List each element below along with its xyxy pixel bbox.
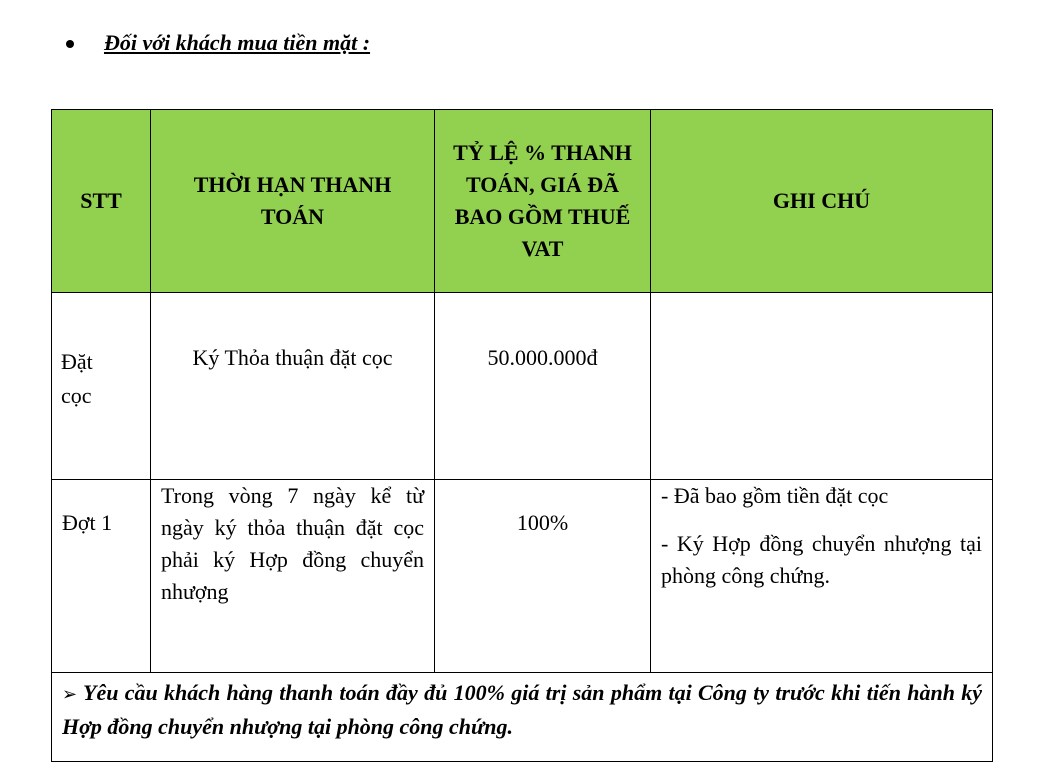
cell-notes <box>651 480 993 673</box>
footnote-row <box>52 673 993 762</box>
cell-notes <box>651 293 993 480</box>
cell-ratio: 100% <box>435 480 651 673</box>
cell-term: Ký Thỏa thuận đặt cọc <box>151 293 435 480</box>
table-row <box>52 480 993 673</box>
payment-schedule-table <box>51 109 993 762</box>
cell-term: Trong vòng 7 ngày kể từ ngày ký thỏa thuận đặt cọc phải ký Hợp đồng chuyển nhượng <box>151 480 435 673</box>
table-row <box>52 293 993 480</box>
footnote-cell <box>52 673 993 762</box>
header-stt: STT <box>52 110 151 293</box>
arrow-bullet-icon: ➢ <box>62 684 78 705</box>
note-line: - Đã bao gồm tiền đặt cọc <box>661 483 889 508</box>
header-payment-ratio: TỶ LỆ % THANH TOÁN, GIÁ ĐÃ BAO GỒM THUẾ VAT <box>435 110 651 293</box>
section-title: Đối với khách mua tiền mặt : <box>104 30 371 55</box>
footnote-text: Yêu cầu khách hàng thanh toán đầy đủ 100% giá trị sản phẩm tại Công ty trước khi tiến hành ký Hợp đồng chuyển nhượng tại phòng công chứng. <box>62 680 982 739</box>
table-header-row <box>52 110 993 293</box>
header-payment-term: THỜI HẠN THANH TOÁN <box>151 110 435 293</box>
cell-stt: Đặt cọc <box>52 293 151 480</box>
note-line: - Ký Hợp đồng chuyển nhượng tại phòng công chứng. <box>661 531 982 588</box>
cell-ratio: 50.000.000đ <box>435 293 651 480</box>
header-notes: GHI CHÚ <box>651 110 993 293</box>
cell-stt: Đợt 1 <box>52 480 151 673</box>
bullet-icon <box>66 40 74 48</box>
section-heading <box>66 30 370 56</box>
